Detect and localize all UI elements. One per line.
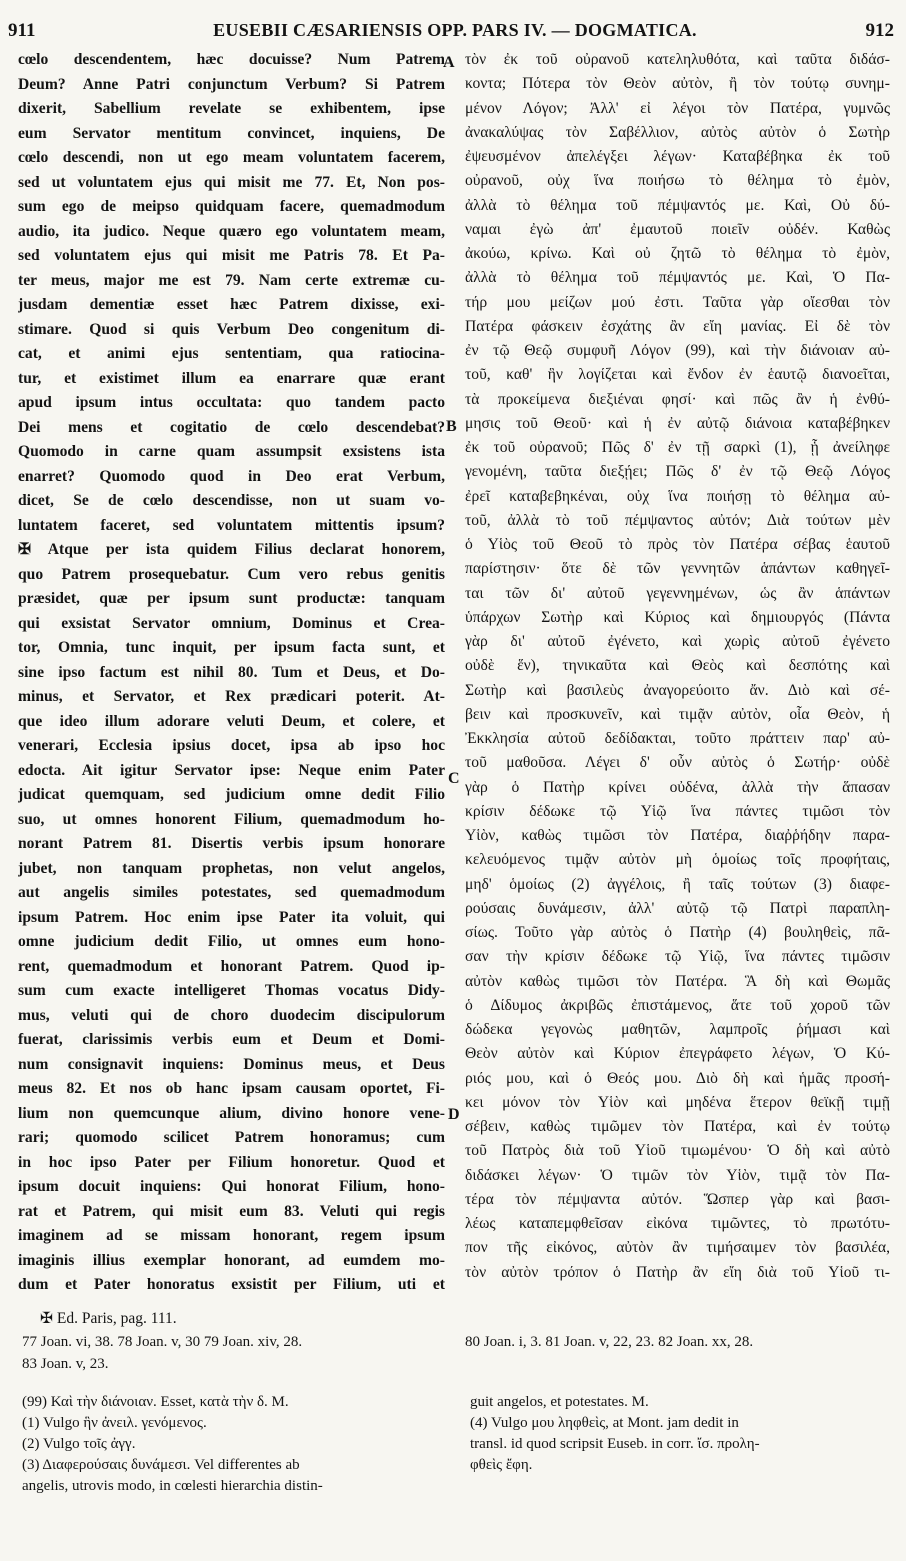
note-line: (1) Vulgo ἣν ἀνειλ. γενόμενος. — [22, 1415, 207, 1431]
latin-text-line: sum cum exacte intelligeret Thomas vocatus Didy- — [18, 982, 445, 999]
greek-text-line: ὁ Υἱὸς τοῦ Θεοῦ τὸ πρὸς τὸν Πατέρα σέβας ἑαυτοῦ — [465, 536, 890, 553]
greek-text-line: ἐρεῖ καταβεβηκέναι, οὐχ ἵνα ποιήσῃ τὸ θέλημα αὐ- — [465, 487, 890, 505]
latin-text-line: apud ipsum intus occultata: quo tandem pacto — [18, 394, 445, 411]
greek-text-line: τέρα τὸν πέμψαντα αὐτόν. Ὥσπερ γὰρ καὶ βασι- — [465, 1190, 890, 1208]
latin-text-line: Deum? Anne Patri conjunctum Verbum? Si Patrem — [18, 75, 445, 93]
greek-text-line: Πατέρα φάσκειν ἐσχάτης ἂν εἴη μανίας. Εἰ δὲ τὸν — [465, 317, 890, 335]
margin-letter-d: D — [448, 1106, 460, 1123]
greek-text-line: τοῦ Πατρὸς διὰ τοῦ Υἱοῦ τιμωμένου· Ὁ δὴ καὶ αὐτὸ — [465, 1142, 890, 1160]
latin-text-line: Dei mens et cogitatio de cœlo descendebat? — [18, 418, 445, 436]
latin-text-line: sed voluntatem ejus qui misit me Patris 78. Et Pa- — [18, 247, 445, 264]
critical-notes-left — [22, 1392, 444, 1497]
greek-text-line: ἀκούω, κρίνω. Καὶ οὐ ζητῶ τὸ θέλημα τὸ ἐμὸν, — [465, 245, 890, 262]
running-head: EUSEBII CÆSARIENSIS OPP. PARS IV. — DOGMATICA. — [213, 20, 697, 40]
greek-text-line: γὰρ ὁ Πατὴρ κρίνει οὐδένα, ἀλλὰ τὴν ἅπασαν — [465, 778, 890, 796]
latin-text-line: rent, quemadmodum et honorant Patrem. Quod ip- — [18, 957, 445, 975]
greek-text-line: τὰ προκείμενα διεξιέναι φησί· καὶ πῶς ἂν ἡ ἐνθύ- — [465, 390, 890, 408]
greek-text-line: ὑπάρχων Σωτὴρ καὶ Κύριος καὶ δημιουργός (Πάντα — [465, 608, 890, 626]
latin-text-line: que ideo illum adorare veluti Deum, et colere, et — [18, 712, 445, 730]
scripture-refs-left-1: 77 Joan. vi, 38. 78 Joan. v, 30 79 Joan. xiv, 28. — [22, 1334, 303, 1350]
latin-text-line: ✠ Atque per ista quidem Filius declarat honorem, — [18, 541, 445, 558]
greek-text-line: βειν καὶ προσκυνεῖν, καὶ τιμᾷν αὐτὸν, οἷα Θεὸν, ἡ — [465, 705, 890, 723]
margin-letter-a: A — [443, 54, 455, 71]
greek-text-line: ἐψευσμένον ἀπελέγξει λέγων· Καταβέβηκα ἐκ τοῦ — [465, 148, 890, 165]
greek-text-line: τοῦ μαθοῦσα. Λέγει δ' οὖν αὐτὸς ὁ Σωτήρ· οὐδὲ — [465, 754, 890, 772]
greek-text-line: μηδ' ὁμοίως (2) ἀγγέλοις, ἢ ταῖς τούτων (3) διαφε- — [465, 875, 890, 893]
greek-text-line: ἀλλὰ τὸ θέλημα τοῦ πέμψαντός με. Καὶ, Ὁ Πα- — [465, 269, 890, 287]
greek-text-line: μησις τοῦ Θεοῦ· καὶ ἡ ἐν αὐτῷ διάνοια καταβέβηκεν — [465, 414, 890, 432]
greek-text-line: οὐδὲ ἕν), τηνικαῦτα καὶ Θεὸς καὶ δεσπότης καὶ — [465, 657, 890, 675]
greek-text-line: ἐν τῷ Θεῷ συμφυῆ Λόγον (99), καὶ τὴν διάνοιαν αὐ- — [465, 342, 890, 359]
greek-text-line: σαν τὴν κρίσιν δέδωκε τῷ Υἱῷ, ἵνα πάντες τιμῶσιν — [465, 948, 890, 966]
greek-text-line: γενομένη, ταῦτα διεξῄει; Πῶς δ' ἐν τῷ Θεῷ Λόγος — [465, 463, 890, 481]
latin-text-line: judicat quemquam, sed judicium omne dedit Filio — [18, 786, 445, 803]
greek-text-line: κελευόμενος τιμᾷν αὐτὸν μὴ ὁμοίως τοῖς προφήταις, — [465, 851, 890, 869]
latin-text-line: jubet, non tanquam prophetas, non velut angelos, — [18, 859, 445, 877]
greek-text-line: μένον Λόγον; Ἀλλ' εἰ λέγοι τὸν Πατέρα, γυμνῶς — [465, 99, 890, 117]
greek-text-line: Υἱὸν, καθὼς τιμῶσι τὸν Πατέρα, διαῤῥήδην παρα- — [465, 827, 890, 844]
greek-text-line: ναμαι ἐγὼ ἀπ' ἐμαυτοῦ ποιεῖν οὐδέν. Καθὼς — [465, 220, 890, 238]
latin-text-line: ipsum Patrem. Hoc enim ipse Pater ita voluit, qui — [18, 908, 445, 926]
greek-text-line: ἐκ τοῦ οὐρανοῦ; Πῶς δ' ἐν τῇ σαρκὶ (1), ᾗ ἀνείληφε — [465, 439, 890, 456]
greek-text-line: γὰρ δι' αὐτοῦ ἐγένετο, καὶ χωρὶς αὐτοῦ ἐγένετο — [465, 633, 890, 650]
latin-text-line: tur, et existimet illum ea enarrare quæ erant — [18, 369, 445, 387]
edition-note: ✠ Ed. Paris, pag. 111. — [40, 1310, 177, 1327]
greek-text-line: αὐτὸν καθὼς τιμῶσι τὸν Πατέρα. Ἃ δὴ καὶ Θωμᾶς — [465, 972, 890, 990]
latin-text-line: cat, et animi ejus sententiam, qua ratiocina- — [18, 345, 445, 362]
latin-text-line: rari; quomodo scilicet Patrem honoramus; cum — [18, 1129, 445, 1146]
note-line: angelis, utrovis modo, in cœlesti hierarchia distin- — [22, 1478, 323, 1494]
latin-text-line: Quomodo in carne quam assumpsit exsistens ista — [18, 443, 445, 460]
latin-text-line: qui exsistat Servator omnium, Dominus et Crea- — [18, 614, 445, 632]
latin-text-line: imaginem ad se missam honorant, regem ipsum — [18, 1227, 445, 1244]
latin-text-line: enarret? Quomodo quod in Deo erat Verbum, — [18, 467, 445, 485]
margin-letter-c: C — [448, 770, 460, 787]
latin-text-line: jusdam dementiæ esset hæc Patrem dixisse, exi- — [18, 296, 445, 313]
greek-text-line: Θεὸν αὐτὸν καὶ Κύριον ἐπεγράφετο λέγων, Ὁ Κύ- — [465, 1045, 890, 1063]
latin-text-line: sum ego de meipso quidquam facere, quemadmodum — [18, 198, 445, 215]
greek-text-line: σίως. Τοῦτο γὰρ αὐτὸς ὁ Πατὴρ (4) βουληθεὶς, πᾶ- — [465, 924, 890, 941]
latin-text-line: aut angelis similes potestates, sed quemadmodum — [18, 884, 445, 901]
greek-text-line: οὐρανοῦ, οὐχ ἵνα ποιήσω τὸ θέλημα τὸ ἐμὸν, — [465, 172, 890, 190]
latin-text-line: lium non quemcunque alium, divino honore vene- — [18, 1104, 445, 1122]
greek-text-line: Ἐκκλησία αὐτοῦ δεδίδακται, τοῦτο πράττειν παρ' αὐ- — [465, 730, 890, 747]
greek-text-line: τήρ μου μείζων μού ἐστι. Ταῦτα γὰρ οἴεσθαι τὸν — [465, 293, 890, 311]
greek-text-line: κει μόνον τὸν Υἱὸν καὶ μηδένα ἕτερον θεϊκῇ τιμῇ — [465, 1093, 890, 1111]
latin-text-line: suo, ut omnes honorent Filium, quemadmodum ho- — [18, 810, 445, 828]
note-line: transl. id quod scripsit Euseb. in corr. ἴσ. προλη- — [470, 1436, 760, 1452]
greek-text-line: τοῦ, καθ' ἣν λογίζεται καὶ ἔνδον ἐν ἑαυτῷ διανοεῖται, — [465, 366, 890, 384]
latin-text-line: omne judicium dedit Filio, ut omnes eum hono- — [18, 933, 445, 950]
latin-text-line: luntatem faceret, sed voluntatem mittentis ipsum? — [18, 516, 445, 534]
greek-text-line: τοῦ, ἀλλὰ τὸ τοῦ πέμψαντος αὐτόν; Διὰ τούτων μὲν — [465, 511, 890, 529]
latin-text-line: ipsum docuit inquiens: Qui honorat Filium, hono- — [18, 1178, 445, 1195]
scripture-refs-right: 80 Joan. i, 3. 81 Joan. v, 22, 23. 82 Joan. xx, 28. — [465, 1334, 754, 1350]
greek-text-line: κρίσιν δέδωκε τῷ Υἱῷ ἵνα πάντες τιμῶσι τὸν — [465, 802, 890, 820]
greek-text-line: τὸν αὐτὸν τρόπον ὁ Πατὴρ ἂν εἴη διὰ τοῦ Υἱοῦ τι- — [465, 1263, 890, 1281]
latin-column — [18, 48, 445, 1298]
greek-text-line: παρίστησιν· ὅτε δὲ τῶν γεννητῶν ἁπάντων καθηγεῖ- — [465, 560, 890, 578]
latin-text-line: meus 82. Et nos ob hanc ipsam causam oportet, Fi- — [18, 1080, 445, 1097]
page-number-right: 912 — [865, 20, 894, 41]
greek-text-line: δώδεκα γεγονὼς μαθητῶν, λαμπροῖς ῥήμασι καὶ — [465, 1021, 890, 1038]
note-line: guit angelos, et potestates. M. — [470, 1394, 649, 1410]
greek-text-line: τὸν ἐκ τοῦ οὐρανοῦ κατεληλυθότα, καὶ ταῦτα διδάσ- — [465, 51, 890, 68]
latin-text-line: cœlo descendi, non ut ego meam voluntatem facerem, — [18, 149, 445, 166]
latin-text-line: stimare. Quod si quis Verbum Deo congenitum di- — [18, 320, 445, 338]
greek-text-line: ἀλλὰ τὸ θέλημα τοῦ πέμψαντός με. Καὶ, Οὐ δύ- — [465, 196, 890, 214]
note-line: φθεὶς ἔφη. — [470, 1457, 533, 1473]
greek-text-line: διδάσκει λέγων· Ὁ τιμῶν τὸν Υἱὸν, τιμᾷ τὸν Πα- — [465, 1166, 890, 1184]
page-number-left: 911 — [8, 20, 36, 41]
latin-text-line: dicet, Se de cœlo descendisse, non ut suam vo- — [18, 492, 445, 509]
note-line: (99) Καὶ τὴν διάνοιαν. Esset, κατὰ τὴν δ. M. — [22, 1394, 289, 1410]
latin-text-line: sed ut voluntatem ejus qui misit me 77. Et, Non pos- — [18, 173, 445, 191]
greek-text-line: πον τῆς εἰκόνος, αὐτὸν ἂν τιμήσαιμεν τὸν βασιλέα, — [465, 1239, 890, 1257]
latin-text-line: audio, ita judico. Neque quæro ego voluntatem meam, — [18, 222, 445, 240]
note-line: (2) Vulgo τοῖς ἀγγ. — [22, 1436, 136, 1452]
latin-text-line: cœlo descendentem, hæc docuisse? Num Patrem — [18, 51, 445, 68]
latin-text-line: num consignavit inquiens: Dominus meus, et Deus — [18, 1055, 445, 1073]
latin-text-line: eum Servator mentitum convincet, inquiens, De — [18, 124, 445, 142]
greek-text-line: Σωτὴρ καὶ βασιλεὺς ἀναγορεύοιτο ἄν. Διὸ καὶ σέ- — [465, 681, 890, 699]
greek-text-line: ρούσαις δυνάμεσιν, ἀλλ' αὐτῷ τῷ Πατρὶ παραπλη- — [465, 899, 890, 917]
scripture-refs-left-2: 83 Joan. v, 23. — [22, 1356, 109, 1372]
latin-text-line: ter meus, major me est 79. Nam certe extremæ cu- — [18, 271, 445, 289]
note-line: (4) Vulgo μου ληφθεὶς, at Mont. jam dedit in — [470, 1415, 739, 1431]
latin-text-line: dum et Pater honoratus exsistit per Filium, uti et — [18, 1276, 445, 1293]
latin-text-line: mus, veluti qui de choro duodecim discipulorum — [18, 1006, 445, 1024]
margin-letter-b: B — [446, 418, 457, 435]
greek-text-line: ἀνακαλύψας τὸν Σαβέλλιον, αὐτὸς αὐτὸν ὁ Σωτὴρ — [465, 123, 890, 141]
latin-text-line: præsidet, quæ per ipsum sunt productæ: tanquam — [18, 590, 445, 607]
latin-text-line: fuerat, clarissimis verbis eum et Deum et Domi- — [18, 1031, 445, 1048]
latin-text-line: venerari, Ecclesia ipsius docet, ipsa ab ipso hoc — [18, 737, 445, 754]
latin-text-line: in hoc ipso Pater per Filium honoretur. Quod et — [18, 1153, 445, 1171]
greek-text-line: λέως καταπεμφθεῖσαν εἰκόνα τιμῶντες, τὸ πρωτότυ- — [465, 1215, 890, 1232]
greek-text-line: ριός μου, καὶ ὁ Θεός μου. Διὸ δὴ καὶ ἡμᾶς προσή- — [465, 1069, 890, 1087]
latin-text-line: rat et Patrem, qui misit eum 83. Veluti qui regis — [18, 1202, 445, 1220]
latin-text-line: quo Patrem prosequebatur. Cum vero rebus genitis — [18, 565, 445, 583]
greek-text-line: ται τῶν δι' αὐτοῦ γεγεννημένων, ὡς ἂν ἁπάντων — [465, 584, 890, 602]
critical-notes-right — [470, 1392, 890, 1476]
latin-text-line: norant Patrem 81. Disertis verbis ipsum honorare — [18, 835, 445, 852]
greek-text-line: σέβειν, καθὼς τιμῶμεν τὸν Πατέρα, καὶ ἐν τούτῳ — [465, 1118, 890, 1135]
greek-text-line: κοντα; Πότερα τὸν Θεὸν αὐτὸν, ἢ τὸν τούτῳ συνημ- — [465, 75, 890, 93]
latin-text-line: tor, Omnia, tunc inquit, per ipsum facta sunt, et — [18, 639, 445, 656]
latin-text-line: imaginis illius exemplar honorant, ad eumdem mo- — [18, 1251, 445, 1269]
latin-text-line: sine ipso factum est nihil 80. Tum et Deus, et Do- — [18, 663, 445, 681]
note-line: (3) Διαφερούσαις δυνάμεσι. Vel differentes ab — [22, 1457, 300, 1473]
greek-text-line: ὁ Δίδυμος ἀκριβῶς ἐπιστάμενος, ἅτε τοῦ χοροῦ τῶν — [465, 996, 890, 1014]
latin-text-line: minus, et Servator, et Rex prædicari poterit. At- — [18, 688, 445, 705]
latin-text-line: edocta. Ait igitur Servator ipse: Neque enim Pater — [18, 761, 445, 779]
greek-column — [465, 48, 890, 1285]
latin-text-line: dixerit, Sabellium revelate se exhibentem, ipse — [18, 100, 445, 117]
